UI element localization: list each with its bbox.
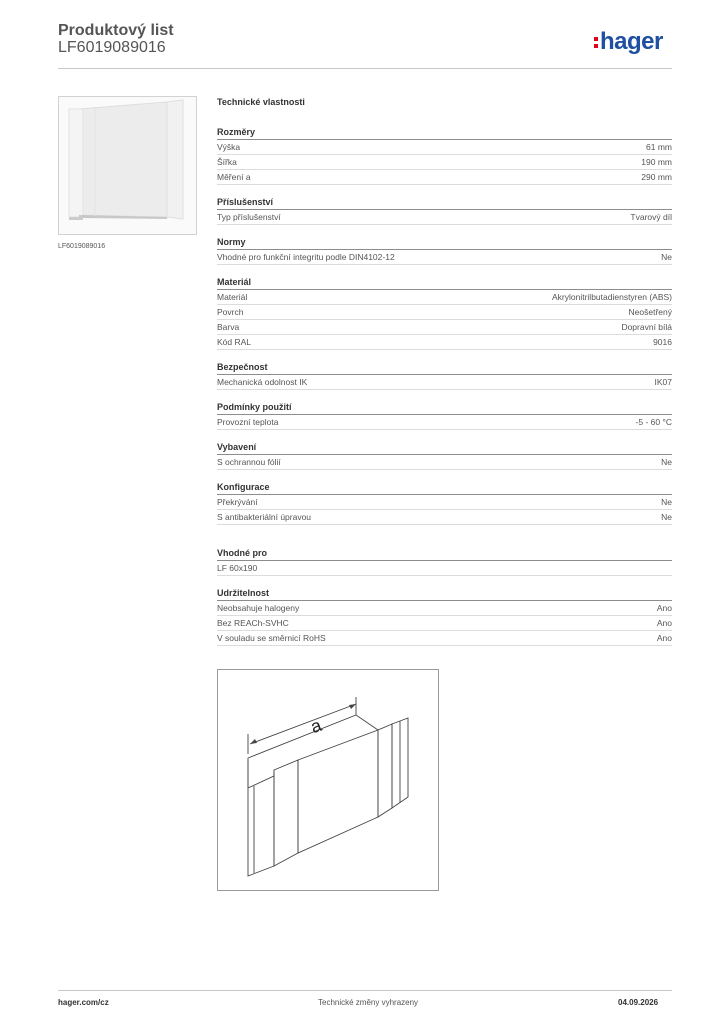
- spec-row: [217, 140, 672, 155]
- spec-row: [217, 210, 672, 225]
- section-title: Bezpečnost: [217, 362, 268, 372]
- spec-label: LF 60x190: [217, 563, 258, 573]
- product-code: LF6019089016: [58, 39, 166, 56]
- section-title: Vybavení: [217, 442, 257, 452]
- spec-label: Mechanická odolnost IK: [217, 377, 308, 387]
- spec-label: S ochrannou fólií: [217, 457, 281, 467]
- spec-label: Neobsahuje halogeny: [217, 603, 300, 613]
- spec-value: 290 mm: [641, 172, 672, 182]
- spec-row: [217, 170, 672, 185]
- spec-value: Ne: [661, 497, 672, 507]
- spec-row: [217, 510, 672, 525]
- section-suitable-for: [217, 546, 672, 576]
- spec-label: Materiál: [217, 292, 248, 302]
- spec-row: [217, 305, 672, 320]
- specs-column: [217, 95, 672, 681]
- spec-value: Ano: [656, 618, 672, 628]
- spec-label: Provozní teplota: [217, 417, 279, 427]
- section-configuration: [217, 480, 672, 525]
- section-title: Podmínky použití: [217, 402, 292, 412]
- spec-row: [217, 601, 672, 616]
- section-operating-conditions: [217, 400, 672, 430]
- spec-row: [217, 155, 672, 170]
- spec-label: Bez REACh-SVHC: [217, 618, 289, 628]
- spec-value: Ne: [661, 252, 672, 262]
- spec-value: Ano: [656, 603, 672, 613]
- spec-row: [217, 455, 672, 470]
- photo-caption: LF6019089016: [58, 243, 106, 250]
- section-title: Příslušenství: [217, 197, 274, 207]
- spec-value: 61 mm: [646, 142, 672, 152]
- spec-value: Tvarový díl: [630, 212, 672, 222]
- spec-value: 190 mm: [641, 157, 672, 167]
- section-dimensions: [217, 125, 672, 185]
- dimension-label: a: [307, 714, 325, 738]
- spec-value: Neošetřený: [628, 307, 672, 317]
- section-standards: [217, 235, 672, 265]
- footer-divider: [58, 990, 672, 991]
- section-material: [217, 275, 672, 350]
- section-sustainability: [217, 586, 672, 646]
- spec-value: Ano: [656, 633, 672, 643]
- spec-value: -5 - 60 °C: [635, 417, 672, 427]
- spec-row: [217, 320, 672, 335]
- section-equipment: [217, 440, 672, 470]
- section-title: Vhodné pro: [217, 548, 267, 558]
- spec-value: 9016: [653, 337, 672, 347]
- spec-label: Barva: [217, 322, 240, 332]
- product-photo: [58, 96, 197, 235]
- section-safety: [217, 360, 672, 390]
- spec-row: [217, 561, 672, 576]
- logo-dots-icon: [594, 37, 598, 48]
- spec-row: [217, 415, 672, 430]
- section-title: Materiál: [217, 277, 252, 287]
- spec-row: [217, 335, 672, 350]
- section-title: Normy: [217, 237, 246, 247]
- spec-value: Dopravní bílá: [621, 322, 672, 332]
- header-divider: [58, 68, 672, 69]
- section-title: Rozměry: [217, 127, 256, 137]
- spec-row: [217, 495, 672, 510]
- spec-label: Typ příslušenství: [217, 212, 281, 222]
- spec-row: [217, 250, 672, 265]
- spec-row: [217, 616, 672, 631]
- technical-drawing: [217, 669, 439, 891]
- spec-label: Výška: [217, 142, 241, 152]
- spec-value: Akrylonitrilbutadienstyren (ABS): [552, 292, 672, 302]
- section-title: Konfigurace: [217, 482, 270, 492]
- spec-label: S antibakteriální úpravou: [217, 512, 312, 522]
- spec-label: V souladu se směrnicí RoHS: [217, 633, 326, 643]
- spec-label: Šířka: [217, 157, 237, 167]
- spec-label: Měření a: [217, 172, 251, 182]
- spec-row: [217, 290, 672, 305]
- spec-value: Ne: [661, 512, 672, 522]
- section-title: Udržitelnost: [217, 588, 270, 598]
- footer-website[interactable]: hager.com/cz: [58, 998, 109, 1007]
- logo-text: hager: [600, 28, 663, 55]
- spec-row: [217, 375, 672, 390]
- footer-date: 04.09.2026: [618, 998, 659, 1007]
- spec-row: [217, 631, 672, 646]
- spec-label: Vhodné pro funkční integritu podle DIN4102-12: [217, 252, 395, 262]
- spec-label: Povrch: [217, 307, 244, 317]
- footer-notice: Technické změny vyhrazeny: [318, 998, 419, 1007]
- spec-label: Kód RAL: [217, 337, 252, 347]
- hager-logo[interactable]: [594, 28, 663, 56]
- spec-label: Překrývání: [217, 497, 258, 507]
- section-accessories: [217, 195, 672, 225]
- document-title: Produktový list: [58, 22, 174, 39]
- spec-value: Ne: [661, 457, 672, 467]
- main-title: Technické vlastnosti: [217, 97, 305, 107]
- spec-value: IK07: [654, 377, 672, 387]
